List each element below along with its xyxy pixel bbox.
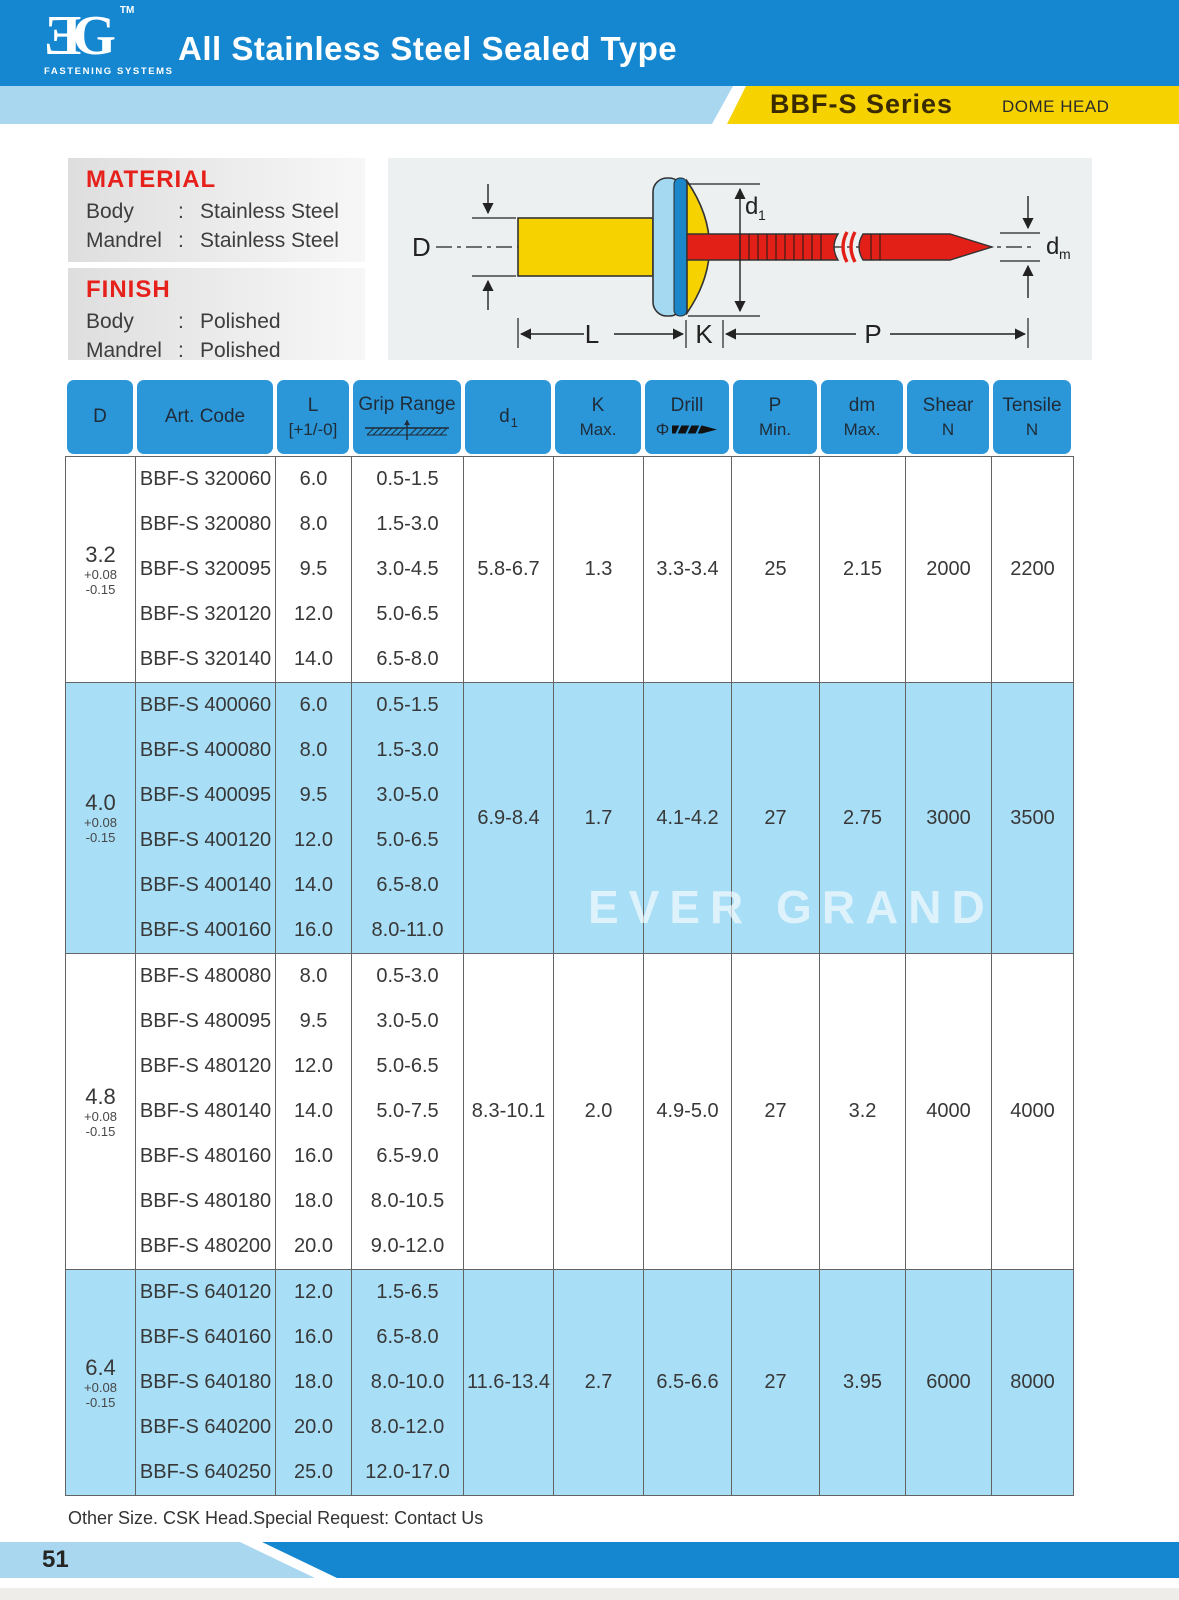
head-type: DOME HEAD	[1002, 97, 1110, 116]
length-cell	[276, 683, 352, 954]
d1-merged-cell: 8.3-10.1	[464, 954, 554, 1270]
header-cell-p	[731, 378, 819, 456]
header-cell-dm	[819, 378, 905, 456]
length-value: 16.0	[294, 919, 333, 941]
material-mandrel-row	[86, 226, 365, 255]
length-value: 18.0	[294, 1371, 333, 1393]
material-body-label: Body	[86, 200, 134, 223]
length-value: 16.0	[294, 1145, 333, 1167]
art-code-value: BBF-S 400120	[139, 829, 272, 851]
grip-range-value: 8.0-10.5	[370, 1190, 445, 1212]
art-code-value: BBF-S 400095	[139, 784, 272, 806]
d1-merged-cell: 11.6-13.4	[464, 1270, 554, 1496]
k-merged-cell: 1.3	[554, 457, 644, 683]
tolerance-plus: +0.08	[84, 815, 117, 830]
dm-merged-cell: 2.15	[820, 457, 906, 683]
header-grip-label: Grip Range	[358, 393, 456, 415]
table-group-row	[66, 954, 1074, 1270]
tensile-merged-cell: 8000	[992, 1270, 1074, 1496]
finish-mandrel-value: Polished	[200, 339, 281, 362]
dim-D-label: D	[412, 232, 431, 262]
grip-hatch-icon	[363, 420, 451, 440]
series-banner	[0, 86, 1179, 124]
header-drill-label: Drill	[670, 394, 704, 416]
grip-range-value: 0.5-3.0	[376, 965, 439, 987]
length-value: 6.0	[299, 694, 328, 716]
diameter-cell	[66, 683, 136, 954]
header-p-label: P	[768, 394, 782, 416]
length-cell	[276, 1270, 352, 1496]
table-group-row	[66, 683, 1074, 954]
drill-merged-cell: 4.1-4.2	[644, 683, 732, 954]
art-code-value: BBF-S 320140	[139, 648, 272, 670]
k-merged-cell: 1.7	[554, 683, 644, 954]
grip-range-value: 1.5-3.0	[376, 739, 439, 761]
tolerance-minus: -0.15	[85, 830, 116, 845]
finish-body-value: Polished	[200, 310, 281, 333]
material-body-sep: :	[178, 200, 184, 223]
length-value: 14.0	[294, 874, 333, 896]
header-shear-label: Shear	[922, 394, 974, 416]
art-code-value: BBF-S 640180	[139, 1371, 272, 1393]
grip-range-value: 3.0-5.0	[376, 784, 439, 806]
logo-letter-g: G	[72, 5, 116, 67]
header-dm-label: dm	[848, 394, 876, 416]
art-code-value: BBF-S 640160	[139, 1326, 272, 1348]
dim-dm-sub: m	[1059, 246, 1071, 262]
top-banner	[0, 0, 1179, 86]
diameter-value: 3.2	[85, 541, 116, 567]
art-code-value: BBF-S 320095	[139, 558, 272, 580]
grip-range-value: 6.5-8.0	[376, 1326, 439, 1348]
art-code-value: BBF-S 640200	[139, 1416, 272, 1438]
art-code-value: BBF-S 480180	[139, 1190, 272, 1212]
length-value: 16.0	[294, 1326, 333, 1348]
material-mandrel-label: Mandrel	[86, 229, 162, 252]
header-art-code-label: Art. Code	[164, 406, 246, 427]
spec-table-header	[65, 378, 1073, 456]
dim-d1-sub: 1	[758, 207, 766, 223]
tolerance-minus: -0.15	[85, 1394, 116, 1410]
art-code-value: BBF-S 480120	[139, 1055, 272, 1077]
tolerance-plus: +0.08	[84, 1379, 117, 1395]
header-k-max: Max.	[579, 419, 617, 439]
header-shear-unit: N	[941, 419, 955, 439]
length-value: 12.0	[294, 603, 333, 625]
drill-merged-cell: 3.3-3.4	[644, 457, 732, 683]
grip-range-value: 9.0-12.0	[370, 1235, 445, 1257]
mandrel-right	[859, 234, 992, 260]
page-number: 51	[42, 1546, 69, 1573]
grip-range-value: 3.0-4.5	[376, 558, 439, 580]
art-code-cell	[136, 683, 276, 954]
diameter-value: 4.8	[85, 1083, 116, 1109]
header-dm-max: Max.	[843, 419, 881, 439]
page-title: All Stainless Steel Sealed Type	[178, 30, 678, 67]
art-code-value: BBF-S 320120	[139, 603, 272, 625]
finish-panel	[68, 268, 365, 360]
diameter-cell	[66, 457, 136, 683]
header-k-label: K	[591, 394, 605, 416]
grip-range-value: 8.0-10.0	[370, 1371, 445, 1393]
tolerance-plus: +0.08	[84, 1108, 117, 1124]
diameter-value: 4.0	[85, 790, 116, 815]
material-mandrel-value: Stainless Steel	[200, 229, 339, 252]
shear-merged-cell: 2000	[906, 457, 992, 683]
length-value: 9.5	[299, 1010, 328, 1032]
rivet-body	[518, 218, 653, 276]
break-line-1	[843, 232, 847, 262]
grip-range-value: 6.5-9.0	[376, 1145, 439, 1167]
header-cell-drill	[643, 378, 731, 456]
company-logo	[44, 5, 174, 77]
spec-table-section	[65, 378, 1073, 1496]
drill-merged-cell: 4.9-5.0	[644, 954, 732, 1270]
finish-mandrel-row	[86, 336, 365, 365]
finish-body-sep: :	[178, 310, 184, 333]
grip-range-value: 5.0-6.5	[376, 603, 439, 625]
art-code-cell	[136, 954, 276, 1270]
length-value: 8.0	[299, 513, 328, 535]
rivet-diagram-svg	[388, 158, 1092, 360]
art-code-value: BBF-S 640250	[139, 1461, 272, 1483]
grip-range-value: 3.0-5.0	[376, 1010, 439, 1032]
material-body-value: Stainless Steel	[200, 200, 339, 223]
header-cell-d	[65, 378, 135, 456]
header-cell-art-code	[135, 378, 275, 456]
finish-heading: FINISH	[86, 276, 171, 303]
material-mandrel-sep: :	[178, 229, 184, 252]
d1-merged-cell: 5.8-6.7	[464, 457, 554, 683]
length-value: 8.0	[299, 739, 328, 761]
tolerance-minus: -0.15	[85, 1123, 116, 1139]
finish-body-label: Body	[86, 310, 134, 333]
table-group-row	[66, 1270, 1074, 1496]
diameter-value: 6.4	[85, 1354, 116, 1380]
material-panel	[68, 158, 365, 262]
grip-range-value: 6.5-8.0	[376, 874, 439, 896]
grip-range-cell	[352, 457, 464, 683]
k-merged-cell: 2.0	[554, 954, 644, 1270]
grip-range-value: 1.5-3.0	[376, 513, 439, 535]
grip-range-value: 8.0-11.0	[371, 919, 444, 941]
art-code-value: BBF-S 320080	[139, 513, 272, 535]
grip-range-value: 5.0-6.5	[376, 829, 439, 851]
art-code-value: BBF-S 400080	[139, 739, 272, 761]
dm-merged-cell: 3.2	[820, 954, 906, 1270]
dim-dm-label: d	[1046, 233, 1060, 260]
length-cell	[276, 457, 352, 683]
grip-range-value: 6.5-8.0	[376, 648, 439, 670]
mandrel-left	[687, 234, 838, 260]
finish-mandrel-sep: :	[178, 339, 184, 362]
grip-range-value: 0.5-1.5	[376, 694, 439, 716]
dim-K-label: K	[695, 319, 713, 349]
header-l-tolerance: [+1/-0]	[288, 419, 338, 439]
header-cell-k	[553, 378, 643, 456]
drill-merged-cell: 6.5-6.6	[644, 1270, 732, 1496]
length-value: 25.0	[294, 1461, 333, 1483]
art-code-value: BBF-S 480080	[139, 965, 272, 987]
shear-merged-cell: 4000	[906, 954, 992, 1270]
tolerance-minus: -0.15	[85, 581, 116, 597]
dim-d1-label: d	[745, 193, 759, 220]
p-merged-cell: 27	[732, 954, 820, 1270]
spec-table	[65, 456, 1074, 1496]
break-line-2	[851, 232, 855, 262]
length-value: 12.0	[294, 1281, 333, 1303]
d1-merged-cell: 6.9-8.4	[464, 683, 554, 954]
finish-mandrel-label: Mandrel	[86, 339, 162, 362]
header-cell-grip-range	[351, 378, 463, 456]
art-code-value: BBF-S 400160	[139, 919, 272, 941]
table-group-row	[66, 457, 1074, 683]
series-name: BBF-S Series	[770, 89, 954, 119]
art-code-value: BBF-S 400140	[139, 874, 272, 896]
footer-gray-strip	[0, 1588, 1179, 1600]
header-tensile-label: Tensile	[1002, 394, 1062, 416]
art-code-value: BBF-S 640120	[139, 1281, 272, 1303]
dm-merged-cell: 2.75	[820, 683, 906, 954]
trademark-mark: TM	[119, 5, 135, 16]
shear-merged-cell: 3000	[906, 683, 992, 954]
length-value: 12.0	[294, 1055, 333, 1077]
material-body-row	[86, 197, 365, 226]
art-code-value: BBF-S 320060	[139, 468, 272, 490]
p-merged-cell: 25	[732, 457, 820, 683]
grip-range-cell	[352, 1270, 464, 1496]
header-d1-label: $d_1$	[499, 405, 518, 430]
length-value: 6.0	[299, 468, 328, 490]
k-merged-cell: 2.7	[554, 1270, 644, 1496]
logo-letter-e: E	[44, 5, 82, 67]
dm-merged-cell: 3.95	[820, 1270, 906, 1496]
tolerance-plus: +0.08	[84, 566, 117, 582]
grip-range-value: 5.0-6.5	[376, 1055, 439, 1077]
header-p-min: Min.	[758, 419, 792, 439]
art-code-cell	[136, 457, 276, 683]
header-d-label: D	[93, 406, 107, 427]
header-cell-shear	[905, 378, 991, 456]
grip-range-value: 5.0-7.5	[376, 1100, 439, 1122]
header-drill-phi: Φ	[655, 419, 670, 439]
material-heading: MATERIAL	[86, 166, 217, 193]
shear-merged-cell: 6000	[906, 1270, 992, 1496]
grip-range-value: 8.0-12.0	[370, 1416, 445, 1438]
tensile-merged-cell: 2200	[992, 457, 1074, 683]
length-value: 20.0	[294, 1235, 333, 1257]
header-cell-d1	[463, 378, 553, 456]
grip-range-value: 1.5-6.5	[376, 1281, 439, 1303]
header-cell-l	[275, 378, 351, 456]
length-cell	[276, 954, 352, 1270]
p-merged-cell: 27	[732, 1270, 820, 1496]
art-code-value: BBF-S 400060	[139, 694, 272, 716]
p-merged-cell: 27	[732, 683, 820, 954]
logo-subtitle: FASTENING SYSTEMS	[44, 66, 174, 77]
diameter-cell	[66, 1270, 136, 1496]
grip-range-value: 12.0-17.0	[365, 1461, 450, 1483]
footer-band	[0, 1542, 1179, 1578]
length-value: 14.0	[294, 1100, 333, 1122]
grip-range-cell	[352, 954, 464, 1270]
watermark: EVER GRAND	[588, 881, 995, 933]
length-value: 8.0	[299, 965, 328, 987]
length-value: 9.5	[299, 558, 328, 580]
art-code-value: BBF-S 480095	[139, 1010, 272, 1032]
grip-range-value: 0.5-1.5	[376, 468, 439, 490]
length-value: 14.0	[294, 648, 333, 670]
table-footnote: Other Size. CSK Head.Special Request: Contact Us	[68, 1508, 484, 1528]
length-value: 9.5	[299, 784, 328, 806]
header-l-label: L	[307, 394, 319, 416]
header-tensile-unit: N	[1025, 419, 1039, 439]
art-code-value: BBF-S 480140	[139, 1100, 272, 1122]
dim-P-label: P	[864, 319, 882, 349]
finish-body-row	[86, 307, 365, 336]
rivet-diagram	[388, 158, 1092, 360]
art-code-cell	[136, 1270, 276, 1496]
dim-L-label: L	[584, 319, 600, 349]
grip-range-cell	[352, 683, 464, 954]
rivet-head-edge	[674, 178, 687, 316]
art-code-value: BBF-S 480200	[139, 1235, 272, 1257]
length-value: 18.0	[294, 1190, 333, 1212]
tensile-merged-cell: 4000	[992, 954, 1074, 1270]
diameter-cell	[66, 954, 136, 1270]
art-code-value: BBF-S 480160	[139, 1145, 272, 1167]
header-cell-tensile	[991, 378, 1073, 456]
length-value: 12.0	[294, 829, 333, 851]
drill-bit-icon	[672, 422, 718, 437]
tensile-merged-cell: 3500	[992, 683, 1074, 954]
length-value: 20.0	[294, 1416, 333, 1438]
